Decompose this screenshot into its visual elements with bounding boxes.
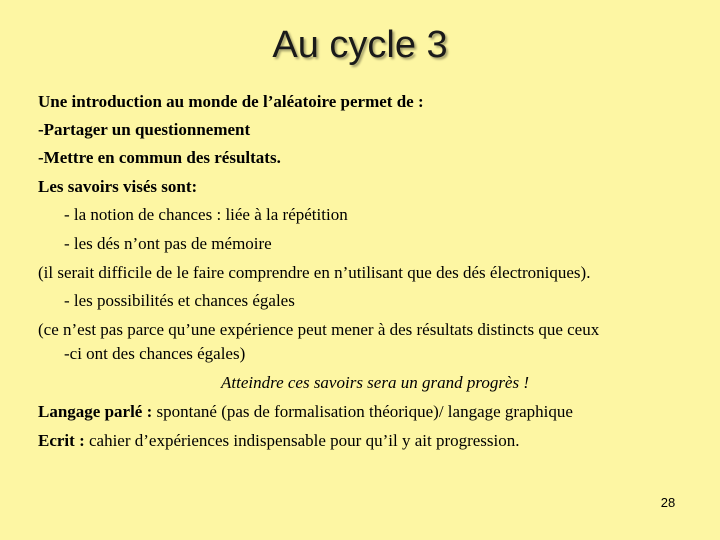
- langage-parle-line: [38, 402, 573, 422]
- progress-statement: Atteindre ces savoirs sera un grand progrès !: [220, 373, 530, 392]
- note-experience-line1: (ce n’est pas parce qu’une expérience peut mener à des résultats distincts que ceux: [38, 320, 600, 339]
- ecrit-line: [38, 431, 520, 451]
- ecrit-text: cahier d’expériences indispensable pour qu’il y ait progression.: [84, 431, 520, 450]
- note-experience-line2: -ci ont des chances égales): [64, 344, 246, 363]
- bullet-partager: -Partager un questionnement: [38, 120, 251, 139]
- slide-title: Au cycle 3: [272, 24, 448, 66]
- savoir-des-memoire: - les dés n’ont pas de mémoire: [64, 234, 272, 253]
- savoir-chances: - la notion de chances : liée à la répétition: [64, 205, 348, 224]
- langage-parle-label: Langage parlé :: [38, 402, 153, 421]
- note-des-electroniques: (il serait difficile de le faire comprendre en n’utilisant que des dés électroniques).: [38, 263, 591, 282]
- savoirs-heading: Les savoirs visés sont:: [38, 177, 198, 196]
- ecrit-label: Ecrit :: [38, 431, 85, 450]
- bullet-mettre-en-commun: -Mettre en commun des résultats.: [38, 148, 281, 167]
- page-number: 28: [660, 495, 676, 510]
- savoir-possibilites: - les possibilités et chances égales: [64, 291, 295, 310]
- intro-line: Une introduction au monde de l’aléatoire permet de :: [38, 92, 424, 111]
- langage-parle-text: spontané (pas de formalisation théorique)/ langage graphique: [152, 402, 573, 421]
